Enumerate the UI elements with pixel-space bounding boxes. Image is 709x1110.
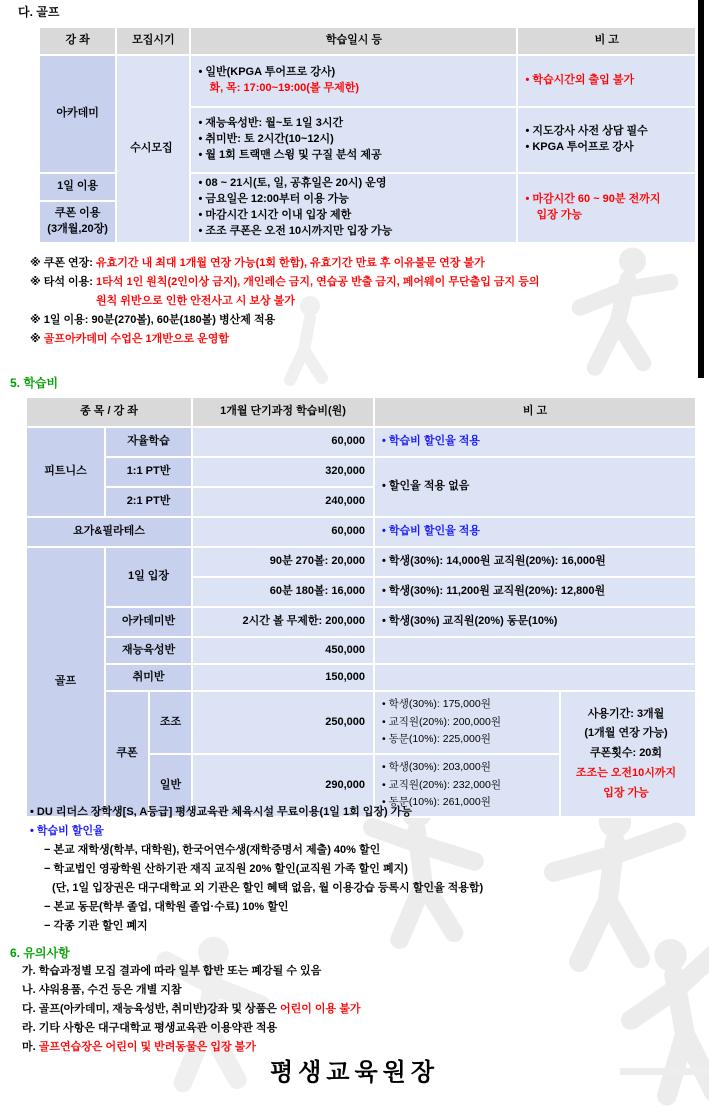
t2-header-subject: 종 목 / 강 좌	[27, 398, 191, 426]
t1-cell-academy-classes	[191, 108, 516, 172]
note-line: • 지도강사 사전 상담 필수	[525, 125, 648, 138]
section-6-heading: 6. 유의사항	[10, 946, 70, 960]
t2-fee-pt21: 240,000	[193, 488, 373, 516]
benefit-discount-item: − 학교법인 영광학원 산하기관 재직 교직원 20% 할인(교직원 가족 할인 폐지)	[44, 863, 408, 875]
t2-label-talent: 재능육성반	[106, 638, 191, 663]
schedule-line-red: 화, 목: 17:00~19:00(볼 무제한)	[209, 82, 360, 94]
caution-item-c	[22, 1000, 697, 1019]
t2-fee-talent: 450,000	[193, 638, 373, 663]
coupon-info-line-red: 조조는 오전10시까지	[575, 766, 677, 779]
right-edge-rule	[698, 0, 704, 378]
t2-fee-general: 290,000	[193, 755, 373, 816]
schedule-line: • 08 ~ 21시(토, 일, 공휴일은 20시) 운영	[198, 177, 387, 190]
t1-header-note: 비 고	[518, 28, 695, 54]
discount-line: • 동문(10%): 225,000원	[382, 733, 491, 746]
t1-label-coupon-use	[40, 202, 115, 242]
t2-label-academy-class: 아카데미반	[106, 608, 191, 636]
discount-line: • 교직원(20%): 232,000원	[382, 778, 501, 791]
schedule-line: • 재능육성반: 월~토 1일 3시간	[198, 117, 344, 130]
benefit-discount-item: − 각종 기관 할인 폐지	[44, 920, 148, 932]
schedule-line: • 월 1회 트랙맨 스윙 및 구질 분석 제공	[198, 148, 382, 161]
t1-header-period: 모집시기	[117, 28, 189, 54]
note-red-text: 1타석 1인 원칙(2인이상 금지), 개인레슨 금지, 연습공 반출 금지, 페어웨이 무단출입 금지 등의	[96, 276, 540, 288]
t2-note-academy-class: • 학생(30%) 교직원(20%) 동문(10%)	[375, 608, 695, 636]
note-line: • KPGA 투어프로 강사	[525, 141, 634, 153]
caution-red-text: 어린이 이용 불가	[279, 1003, 361, 1015]
t2-fee-90min: 90분 270볼: 20,000	[193, 548, 373, 576]
label-line: (3개월,20장)	[47, 223, 108, 235]
caution-text: 다. 골프(아카데미, 재능육성반, 취미반)강좌 및 상품은	[22, 1003, 280, 1015]
t2-note-90min: • 학생(30%): 14,000원 교직원(20%): 16,000원	[375, 548, 695, 576]
t1-cell-academy-general	[191, 56, 516, 106]
benefit-du-scholar: • DU 리더스 장학생[S, A등급] 평생교육관 체육시설 무료이용(1일 1회 입장) 가능	[30, 806, 413, 818]
t2-label-day-entry: 1일 입장	[106, 548, 191, 606]
schedule-line: • 마감시간 1시간 이내 입장 제한	[198, 209, 352, 221]
t2-note-60min: • 학생(30%): 11,200원 교직원(20%): 12,800원	[375, 578, 695, 606]
t2-note-pt: • 할인율 적용 없음	[375, 458, 695, 516]
note-label: ※ 쿠폰 연장:	[30, 257, 97, 269]
t2-fee-hobby: 150,000	[193, 665, 373, 690]
caution-item-a: 가. 학습과정별 모집 결과에 따라 일부 합반 또는 폐강될 수 있음	[22, 965, 322, 977]
t1-header-schedule: 학습일시 등	[191, 28, 516, 54]
t2-label-early: 조조	[150, 692, 191, 753]
t2-fee-early: 250,000	[193, 692, 373, 753]
t2-header-note: 비 고	[375, 398, 695, 426]
coupon-info-line-red: 입장 가능	[603, 786, 649, 799]
t2-label-fitness: 피트니스	[27, 428, 104, 516]
discount-line: • 학생(30%): 203,000원	[382, 760, 491, 773]
discount-line: • 학생(30%): 175,000원	[382, 697, 491, 710]
heading-golf: 다. 골프	[18, 5, 60, 19]
coupon-info-line: (1개월 연장 가능)	[584, 727, 668, 740]
t2-label-hobby: 취미반	[106, 665, 191, 690]
t2-label-pt21: 2:1 PT반	[106, 488, 191, 516]
t2-fee-yoga: 60,000	[193, 518, 373, 546]
caution-list	[22, 962, 697, 1057]
t1-note-academy-classes	[518, 108, 695, 172]
benefit-discount-item: (단, 1일 입장권은 대구대학교 외 기관은 할인 혜택 없음, 월 이용강습 등록시 할인율 적용함)	[52, 882, 484, 894]
note-academy-class	[30, 330, 695, 349]
t2-label-self-study: 자율학습	[106, 428, 191, 456]
benefit-discount-heading: • 학습비 할인율	[30, 825, 104, 837]
t2-label-general: 일반	[150, 755, 191, 816]
coupon-info-line: 사용기간: 3개월	[587, 707, 665, 720]
note-day-use: ※ 1일 이용: 90분(270볼), 60분(180볼) 병산제 적용	[30, 314, 276, 326]
benefit-discount-item: − 본교 동문(학부 졸업, 대학원 졸업·수료) 10% 할인	[44, 901, 289, 913]
t2-label-golf: 골프	[27, 548, 104, 816]
note-red-text: 골프아카데미 수업은 1개반으로 운영함	[43, 333, 230, 345]
caution-text: 마.	[22, 1041, 39, 1053]
t1-note-academy-general	[518, 56, 695, 106]
benefit-notes	[30, 803, 700, 936]
t1-label-day-use: 1일 이용	[40, 174, 115, 200]
caution-red-text: 골프연습장은 어린이 및 반려동물은 입장 불가	[38, 1041, 256, 1053]
t2-note-yoga: • 학습비 할인율 적용	[375, 518, 695, 546]
t2-note-self-study: • 학습비 할인율 적용	[375, 428, 695, 456]
t2-fee-60min: 60분 180볼: 16,000	[193, 578, 373, 606]
t2-fee-academy-class: 2시간 볼 무제한: 200,000	[193, 608, 373, 636]
note-red-text: 유효기간 내 최대 1개월 연장 가능(1회 한함), 유효기간 만료 후 이유불문 연장 불가	[96, 257, 485, 269]
note-label: ※	[30, 333, 44, 345]
t2-label-coupon: 쿠폰	[106, 692, 148, 816]
tuition-table	[25, 396, 697, 818]
t2-note-early	[375, 692, 559, 753]
caution-item-b: 나. 샤워용품, 수건 등은 개별 지참	[22, 984, 182, 996]
golf-notes	[30, 254, 695, 349]
note-bay-use-cont: 원칙 위반으로 인한 안전사고 시 보상 불가	[96, 295, 295, 307]
note-line-red: • 학습시간외 출입 불가	[525, 74, 635, 87]
t2-label-pt11: 1:1 PT반	[106, 458, 191, 486]
note-coupon-extension	[30, 254, 695, 273]
schedule-line: • 취미반: 토 2시간(10~12시)	[198, 133, 334, 146]
note-line-red: • 마감시간 60 ~ 90분 전까지	[525, 193, 661, 206]
t2-coupon-info	[561, 692, 695, 816]
note-bay-use	[30, 273, 695, 292]
coupon-info-line: 쿠폰횟수: 20회	[589, 747, 663, 760]
t1-note-day-coupon	[518, 174, 695, 242]
benefit-discount-item: − 본교 재학생(학부, 대학원), 한국어연수생(재학증명서 제출) 40% 할인	[44, 844, 381, 856]
t2-note-hobby-empty	[375, 665, 695, 690]
t2-note-talent-empty	[375, 638, 695, 663]
t1-cell-recruit: 수시모집	[117, 56, 189, 242]
label-line: 쿠폰 이용	[54, 207, 101, 220]
caution-item-d: 라. 기타 사항은 대구대학교 평생교육관 이용약관 적용	[22, 1022, 278, 1034]
section-5-heading: 5. 학습비	[10, 376, 59, 390]
t1-cell-day-coupon	[191, 174, 516, 242]
t1-header-course: 강 좌	[40, 28, 115, 54]
schedule-line: • 금요일은 12:00부터 이용 가능	[198, 193, 349, 206]
schedule-line: • 조조 쿠폰은 오전 10시까지만 입장 가능	[198, 224, 393, 237]
t2-label-yoga: 요가&필라테스	[27, 518, 191, 546]
discount-line: • 교직원(20%): 200,000원	[382, 715, 501, 728]
discount-line: • 동문(10%): 261,000원	[382, 796, 491, 809]
golf-schedule-table	[38, 26, 697, 244]
signature-title: 평생교육원장	[269, 1059, 440, 1086]
schedule-line: • 일반(KPGA 투어프로 강사)	[198, 66, 336, 79]
t2-header-fee: 1개월 단기과정 학습비(원)	[193, 398, 373, 426]
t2-fee-self-study: 60,000	[193, 428, 373, 456]
note-label: ※ 타석 이용:	[30, 276, 97, 288]
t1-label-academy: 아카데미	[40, 56, 115, 172]
note-line-red: 입장 가능	[536, 209, 582, 221]
t2-fee-pt11: 320,000	[193, 458, 373, 486]
